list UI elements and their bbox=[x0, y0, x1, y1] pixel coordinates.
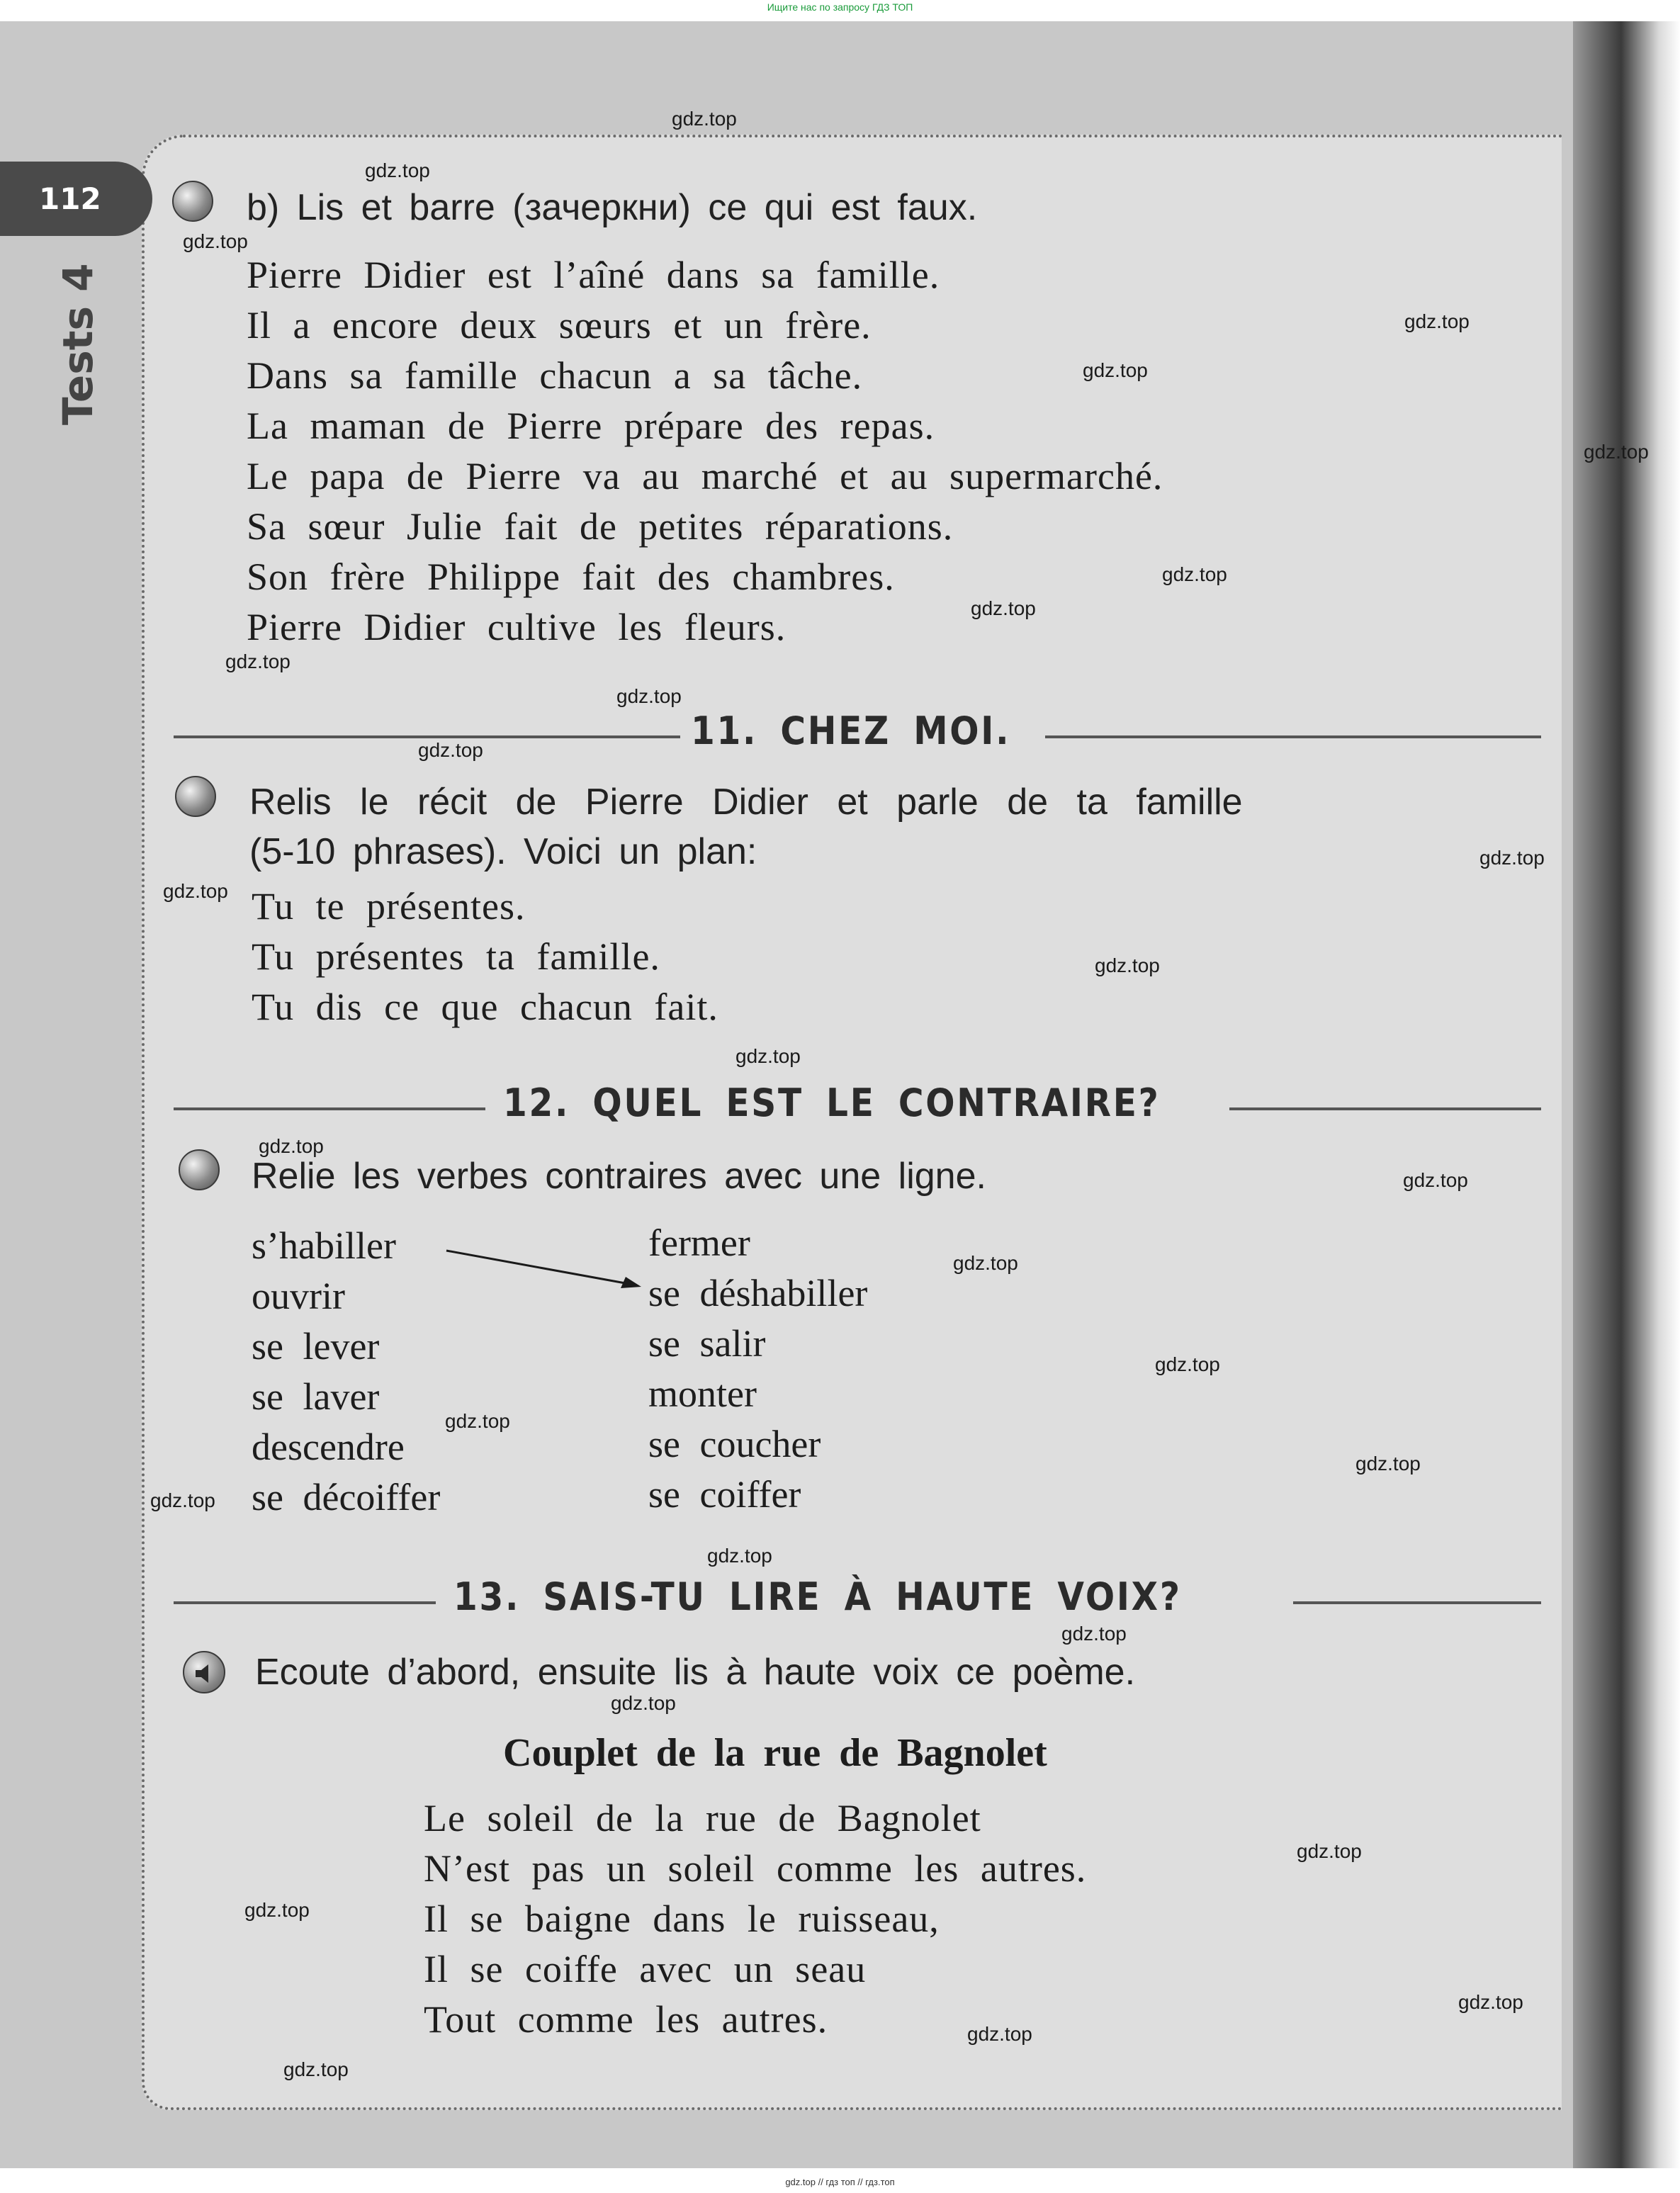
right-verb: se coiffer bbox=[648, 1473, 801, 1516]
exercise-13-heading-row bbox=[174, 1574, 1541, 1631]
book-spine bbox=[1573, 21, 1680, 2168]
watermark: gdz.top bbox=[1155, 1353, 1220, 1375]
watermark: gdz.top bbox=[735, 1045, 801, 1067]
right-verb: se déshabiller bbox=[648, 1272, 868, 1314]
statement-line: Son frère Philippe fait des chambres. bbox=[247, 556, 895, 598]
exercise-13-heading: 13. SAIS-TU LIRE À HAUTE VOIX? bbox=[453, 1574, 1182, 1619]
poem-line: N’est pas un soleil comme les autres. bbox=[424, 1847, 1087, 1890]
statement-line: Pierre Didier est l’aîné dans sa famille. bbox=[247, 254, 940, 296]
watermark: gdz.top bbox=[1297, 1840, 1362, 1862]
heading-rule bbox=[1293, 1601, 1541, 1604]
left-verb: ouvrir bbox=[252, 1275, 345, 1317]
statement-line: Il a encore deux sœurs et un frère. bbox=[247, 304, 872, 346]
statement-line: La maman de Pierre prépare des repas. bbox=[247, 405, 935, 447]
watermark: gdz.top bbox=[445, 1410, 510, 1432]
gray-ball-bullet-icon bbox=[179, 1149, 220, 1190]
exercise-12-heading-row bbox=[174, 1081, 1541, 1137]
heading-rule bbox=[174, 735, 680, 738]
speaker-icon bbox=[183, 1651, 225, 1693]
plan-item: Tu présentes ta famille. bbox=[252, 935, 660, 978]
heading-rule bbox=[1229, 1107, 1541, 1110]
exercise-11-instruction: (5-10 phrases). Voici un plan: bbox=[249, 831, 757, 872]
watermark: gdz.top bbox=[672, 108, 737, 130]
watermark: gdz.top bbox=[244, 1899, 310, 1921]
watermark: gdz.top bbox=[1404, 310, 1470, 332]
watermark: gdz.top bbox=[971, 597, 1036, 619]
statement-line: Sa sœur Julie fait de petites réparations. bbox=[247, 505, 954, 548]
watermark: gdz.top bbox=[1355, 1453, 1421, 1475]
plan-item: Tu te présentes. bbox=[252, 885, 526, 928]
right-verb: se coucher bbox=[648, 1423, 821, 1465]
site-note-top: Ищите нас по запросу ГДЗ ТОП bbox=[767, 1, 913, 13]
exercise-13-instruction: Ecoute d’abord, ensuite lis à haute voix ce poème. bbox=[255, 1652, 1136, 1693]
watermark: gdz.top bbox=[225, 650, 291, 672]
watermark: gdz.top bbox=[1083, 359, 1148, 381]
left-verb: se décoiffer bbox=[252, 1476, 441, 1518]
poem-line: Il se baigne dans le ruisseau, bbox=[424, 1898, 940, 1940]
page-number: 112 bbox=[39, 181, 101, 216]
watermark: gdz.top bbox=[967, 2023, 1032, 2045]
watermark: gdz.top bbox=[1458, 1991, 1523, 2013]
section-label-tests: Tests 4 bbox=[54, 263, 102, 425]
exercise-12-instruction: Relie les verbes contraires avec une ligne. bbox=[252, 1156, 986, 1197]
heading-rule bbox=[1045, 735, 1541, 738]
statement-line: Dans sa famille chacun a sa tâche. bbox=[247, 354, 863, 397]
site-note-bottom: gdz.top // гдз топ // гдз.топ bbox=[785, 2177, 895, 2187]
left-verb: se laver bbox=[252, 1375, 380, 1418]
heading-rule bbox=[174, 1601, 436, 1604]
watermark: gdz.top bbox=[707, 1545, 772, 1567]
watermark: gdz.top bbox=[953, 1252, 1018, 1274]
left-verb: s’habiller bbox=[252, 1224, 396, 1267]
poem-line: Il se coiffe avec un seau bbox=[424, 1948, 867, 1990]
plan-item: Tu dis ce que chacun fait. bbox=[252, 986, 718, 1028]
exercise-12-heading: 12. QUEL EST LE CONTRAIRE? bbox=[503, 1081, 1161, 1125]
exercise-b-instruction: b) Lis et barre (зачеркни) ce qui est faux. bbox=[247, 187, 978, 228]
exercise-11-heading: 11. CHEZ MOI. bbox=[691, 709, 1011, 753]
poem-line: Le soleil de la rue de Bagnolet bbox=[424, 1797, 981, 1839]
right-verb: monter bbox=[648, 1372, 757, 1415]
exercise-11-instruction: Relis le récit de Pierre Didier et parle de ta famille bbox=[249, 782, 1243, 823]
watermark: gdz.top bbox=[1403, 1169, 1468, 1191]
left-verb: se lever bbox=[252, 1325, 380, 1368]
page-number-tab bbox=[0, 162, 152, 236]
watermark: gdz.top bbox=[1061, 1623, 1127, 1645]
left-verb: descendre bbox=[252, 1426, 405, 1468]
watermark: gdz.top bbox=[611, 1692, 676, 1714]
poem-line: Tout comme les autres. bbox=[424, 1998, 828, 2041]
gray-ball-bullet-icon bbox=[172, 181, 213, 222]
watermark: gdz.top bbox=[1584, 441, 1649, 463]
watermark: gdz.top bbox=[1162, 563, 1227, 585]
gray-ball-bullet-icon bbox=[175, 776, 216, 817]
watermark: gdz.top bbox=[283, 2058, 349, 2080]
poem-title: Couplet de la rue de Bagnolet bbox=[503, 1731, 1047, 1775]
watermark: gdz.top bbox=[163, 880, 228, 902]
statement-line: Le papa de Pierre va au marché et au supermarché. bbox=[247, 455, 1163, 497]
watermark: gdz.top bbox=[1479, 847, 1545, 869]
heading-rule bbox=[174, 1107, 485, 1110]
watermark: gdz.top bbox=[1095, 954, 1160, 976]
watermark: gdz.top bbox=[150, 1489, 215, 1511]
watermark: gdz.top bbox=[418, 739, 483, 761]
exercise-11-heading-row bbox=[174, 709, 1541, 765]
arrow-icon bbox=[439, 1240, 652, 1297]
right-verb: fermer bbox=[648, 1222, 750, 1264]
statement-line: Pierre Didier cultive les fleurs. bbox=[247, 606, 787, 648]
watermark: gdz.top bbox=[616, 685, 682, 707]
right-verb: se salir bbox=[648, 1322, 766, 1365]
watermark: gdz.top bbox=[183, 230, 248, 252]
watermark: gdz.top bbox=[365, 159, 430, 181]
watermark: gdz.top bbox=[259, 1135, 324, 1157]
